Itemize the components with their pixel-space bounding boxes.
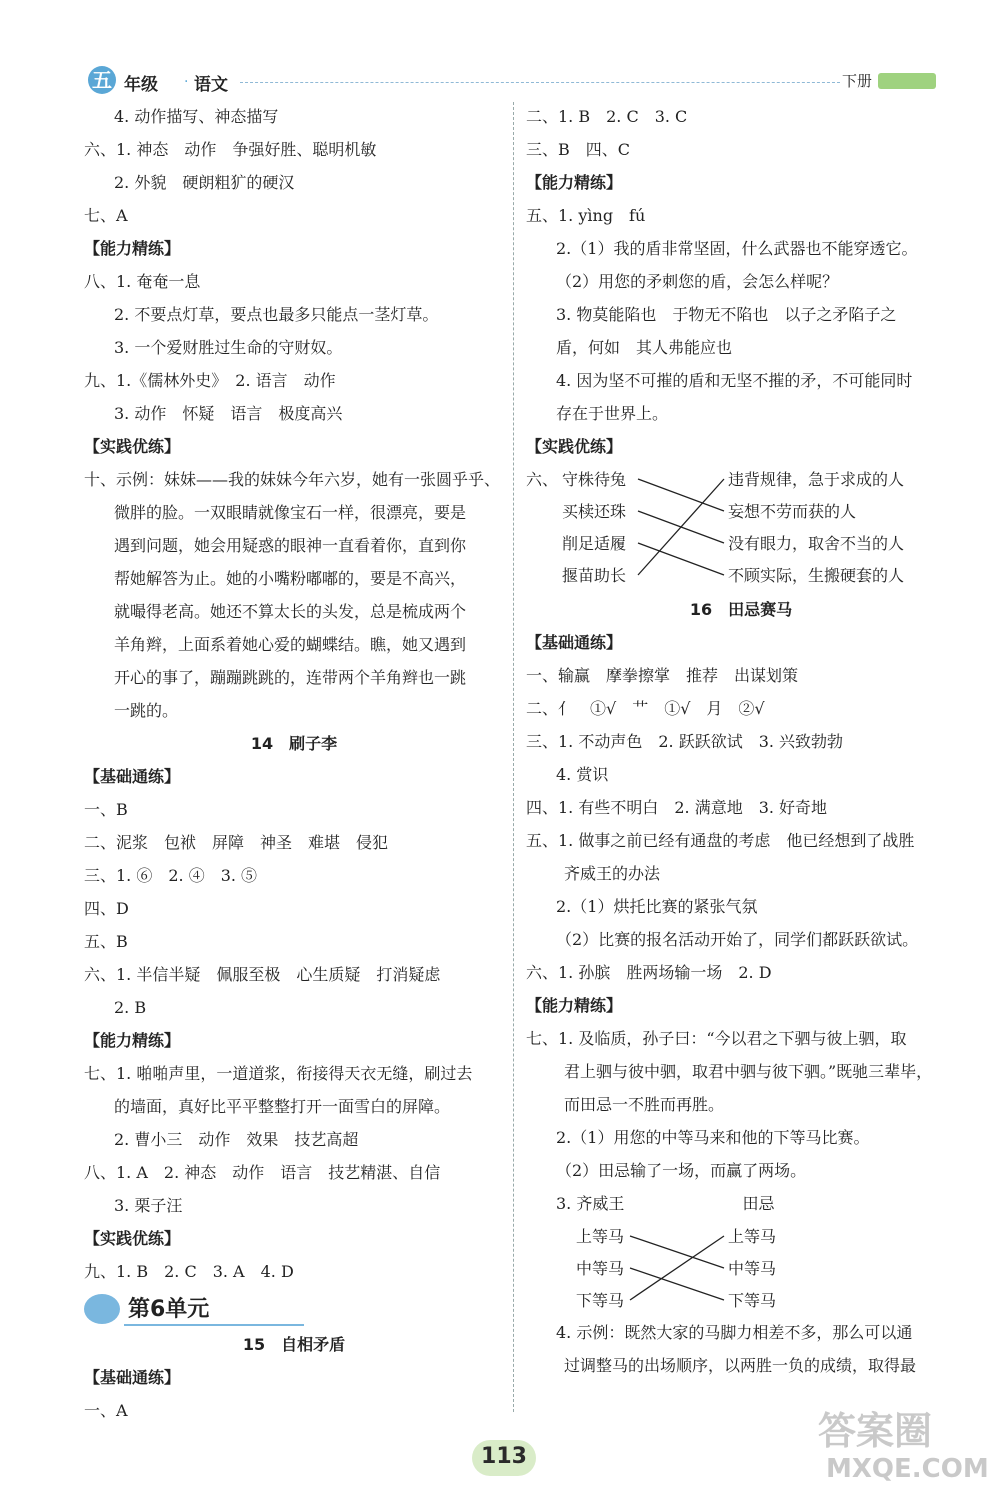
answer-line: 六、1. 神态 动作 争强好胜、聪明机敏 [84,140,377,159]
answer-line: 十、示例：妹妹——我的妹妹今年六岁，她有一张圆乎乎、 [84,470,501,489]
answer-line: 4. 赏识 [556,765,609,784]
header-rule [240,82,840,83]
section-heading: 【实践优练】 [526,437,623,456]
answer-line: 2. 外貌 硬朗粗犷的硬汉 [114,173,295,192]
section-heading: 【实践优练】 [84,437,181,456]
idiom-matching [526,463,956,593]
answer-line: 六、1. 孙膑 胜两场输一场 2. D [526,963,772,982]
answer-line: 微胖的脸。一双眼睛就像宝石一样，很漂亮，要是 [114,503,467,522]
lesson-title: 15 自相矛盾 [242,1335,346,1354]
matching-lead: 六、 [526,470,559,489]
right-column [526,100,956,1382]
answer-line: 3. 一个爱财胜过生命的守财奴。 [114,338,343,357]
grade-badge: 五 [88,66,116,94]
answer-line: 一、B [84,800,128,819]
match-right-item: 不顾实际，生搬硬套的人 [728,566,905,585]
answer-line: 三、1. 不动声色 2. 跃跃欲试 3. 兴致勃勃 [526,732,844,751]
match-left-item: 守株待兔 [562,470,627,489]
answer-line: 八、1. 奄奄一息 [84,272,201,291]
horse-head-left: 3. 齐威王 [556,1194,625,1213]
answer-line: 2.（1）烘托比赛的紧张气氛 [556,897,758,916]
answer-line: 2. 不要点灯草，要点也最多只能点一茎灯草。 [114,305,439,324]
answer-line: 帮她解答为止。她的小嘴粉嘟嘟的，要是不高兴， [114,569,467,588]
answer-line: 4. 动作描写、神态描写 [114,107,279,126]
horse-right-item: 下等马 [728,1291,777,1310]
section-heading: 【能力精练】 [526,173,623,192]
lesson-title: 14 刷子李 [250,734,338,753]
lesson-title: 16 田忌赛马 [689,600,793,619]
subject-label: 语文 [194,75,228,95]
answer-line: 六、1. 半信半疑 佩服至极 心生质疑 打消疑虑 [84,965,441,984]
answer-line: （2）比赛的报名活动开始了，同学们都跃跃欲试。 [556,930,919,949]
answer-line: 二、亻 ①√ 艹 ①√ 月 ②√ [526,699,765,718]
page-number: 113 [481,1444,527,1469]
left-column [84,100,504,1427]
volume-label: 下册 [841,72,872,90]
unit-heading [84,1288,504,1328]
watermark-logo: 答案圈 [818,1409,933,1453]
match-line [638,543,724,575]
section-heading: 【实践优练】 [84,1229,181,1248]
match-right-item: 没有眼力，取舍不当的人 [728,534,905,553]
answer-line: 盾，何如 其人弗能应也 [556,338,733,357]
answer-line: （2）田忌输了一场，而赢了两场。 [556,1161,807,1180]
answer-line: 三、B 四、C [526,140,631,159]
answer-line: 3. 动作 怀疑 语言 极度高兴 [114,404,343,423]
answer-line: 二、泥浆 包袱 屏障 神圣 难堪 侵犯 [84,833,389,852]
horse-left-item: 中等马 [576,1259,625,1278]
match-line [638,479,724,575]
answer-line: 九、1. B 2. C 3. A 4. D [84,1262,294,1281]
answer-line: 2.（1）用您的中等马来和他的下等马比赛。 [556,1128,870,1147]
match-right-item: 妄想不劳而获的人 [728,502,857,521]
answer-line: 的墙面，真好比平平整整打开一面雪白的屏障。 [114,1097,451,1116]
answer-line: 一、A [84,1401,128,1420]
section-heading: 【基础通练】 [84,767,181,786]
answer-line: 君上驷与彼中驷，取君中驷与彼下驷。”既驰三辈毕， [564,1062,933,1081]
answer-line: 五、B [84,932,128,951]
match-right-item: 违背规律，急于求成的人 [728,470,905,489]
horse-lines [526,1220,956,1316]
answer-line: 遇到问题，她会用疑惑的眼神一直看着你，直到你 [114,536,467,555]
horse-left-item: 下等马 [576,1291,625,1310]
answer-line: 三、1. ⑥ 2. ④ 3. ⑤ [84,866,258,885]
column-divider [513,102,514,1412]
header-separator: · [184,74,189,90]
grade-label: 年级 [124,75,158,95]
section-heading: 【能力精练】 [84,239,181,258]
answer-line: 2.（1）我的盾非常坚固，什么武器也不能穿透它。 [556,239,918,258]
unit-circle-icon [84,1294,120,1324]
answer-line: 2. 曹小三 动作 效果 技艺高超 [114,1130,359,1149]
match-left-item: 削足适履 [562,534,627,553]
answer-line: 羊角辫，上面系着她心爱的蝴蝶结。瞧，她又遇到 [114,635,467,654]
answer-line: 一跳的。 [114,701,179,720]
answer-line: 就嘬得老高。她还不算太长的头发，总是梳成两个 [114,602,467,621]
answer-line: 开心的事了，蹦蹦跳跳的，连带两个羊角辫也一跳 [114,668,467,687]
answer-line: 八、1. A 2. 神态 动作 语言 技艺精湛、自信 [84,1163,441,1182]
answer-line: 齐威王的办法 [564,864,661,883]
horse-heading [526,1187,956,1220]
answer-line: 二、1. B 2. C 3. C [526,107,688,126]
section-heading: 【能力精练】 [526,996,623,1015]
watermark-url: MXQE.COM [826,1454,989,1484]
answer-line: 过调整马的出场顺序，以两胜一负的成绩，取得最 [564,1356,917,1375]
horse-line [630,1236,724,1268]
answer-line: 4. 示例：既然大家的马脚力相差不多，那么可以通 [556,1323,913,1342]
answer-line: 四、D [84,899,129,918]
horse-line [630,1236,724,1300]
unit-title: 第6单元 [128,1297,210,1322]
page-header [80,64,950,98]
horse-left-item: 上等马 [576,1227,625,1246]
match-line [638,479,724,511]
answer-line: 4. 因为坚不可摧的盾和无坚不摧的矛，不可能同时 [556,371,913,390]
section-heading: 【基础通练】 [84,1368,181,1387]
horse-right-item: 中等马 [728,1259,777,1278]
horse-matching [526,1220,956,1316]
answer-line: 3. 物莫能陷也 于物无不陷也 以子之矛陷子之 [556,305,897,324]
header-decoration [878,73,936,89]
answer-line: 2. B [114,998,147,1017]
answer-line: 四、1. 有些不明白 2. 满意地 3. 好奇地 [526,798,828,817]
answer-line: 七、1. 啪啪声里，一道道浆，衔接得天衣无缝，刷过去 [84,1064,473,1083]
section-heading: 【能力精练】 [84,1031,181,1050]
answer-line: 而田忌一不胜而再胜。 [564,1095,725,1114]
answer-line: 一、输赢 摩拳擦掌 推荐 出谋划策 [526,666,799,685]
answer-line: 五、1. 做事之前已经有通盘的考虑 他已经想到了战胜 [526,831,915,850]
answer-line: 七、A [84,206,128,225]
horse-line [630,1268,724,1300]
matching-lines [526,463,956,593]
match-left-item: 揠苗助长 [562,566,627,585]
answer-line: 存在于世界上。 [556,404,669,423]
horse-right-item: 上等马 [728,1227,777,1246]
answer-line: 七、1. 及临质，孙子曰：“今以君之下驷与彼上驷，取 [526,1029,907,1048]
match-left-item: 买椟还珠 [562,502,627,521]
answer-line: （2）用您的矛刺您的盾，会怎么样呢？ [556,272,839,291]
answer-line: 九、1.《儒林外史》 2. 语言 动作 [84,371,336,390]
unit-underline [124,1324,304,1326]
answer-line: 3. 栗子汪 [114,1196,183,1215]
horse-head-right: 田忌 [742,1194,775,1213]
section-heading: 【基础通练】 [526,633,623,652]
answer-line: 五、1. yìng fú [526,206,646,225]
